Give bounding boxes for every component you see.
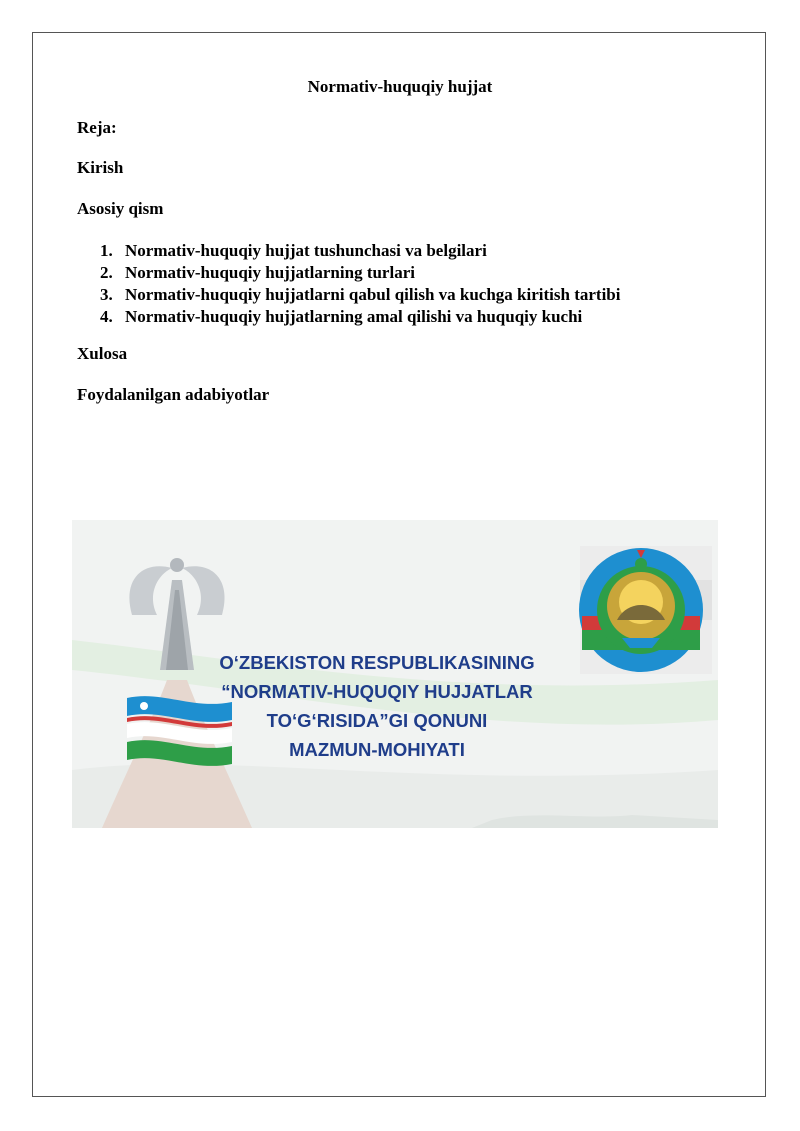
banner-line: MAZMUN-MOHIYATI — [289, 739, 465, 760]
banner-title — [182, 648, 572, 764]
list-item: 1. Normativ-huquqiy hujjat tushunchasi va belgilari — [100, 241, 487, 260]
main-part-heading: Asosiy qism — [77, 199, 164, 218]
references-heading: Foydalanilgan adabiyotlar — [77, 385, 270, 404]
list-item: 2. Normativ-huquqiy hujjatlarning turlari — [100, 263, 415, 282]
list-item: 4. Normativ-huquqiy hujjatlarning amal qilishi va huquqiy kuchi — [100, 307, 583, 326]
conclusion-heading: Xulosa — [77, 344, 128, 363]
law-banner-image — [72, 520, 718, 828]
list-item-text: Normativ-huquqiy hujjatlarning amal qilishi va huquqiy kuchi — [125, 307, 583, 326]
banner-line: TO‘G‘RISIDA”GI QONUNI — [266, 710, 488, 731]
plan-list — [100, 240, 620, 328]
list-item-text: Normativ-huquqiy hujjat tushunchasi va belgilari — [125, 241, 487, 260]
list-item-text: Normativ-huquqiy hujjatlarning turlari — [125, 263, 415, 282]
list-item: 3. Normativ-huquqiy hujjatlarni qabul qilish va kuchga kiritish tartibi — [100, 285, 621, 304]
plan-label: Reja: — [77, 118, 117, 137]
list-item-text: Normativ-huquqiy hujjatlarni qabul qilish va kuchga kiritish tartibi — [125, 285, 621, 304]
banner-line: “NORMATIV-HUQUQIY HUJJATLAR — [221, 681, 533, 702]
document-title: Normativ-huquqiy hujjat — [307, 77, 493, 96]
state-emblem-icon — [579, 546, 712, 674]
intro-heading: Kirish — [77, 158, 124, 177]
banner-line: O‘ZBEKISTON RESPUBLIKASINING — [219, 652, 535, 673]
